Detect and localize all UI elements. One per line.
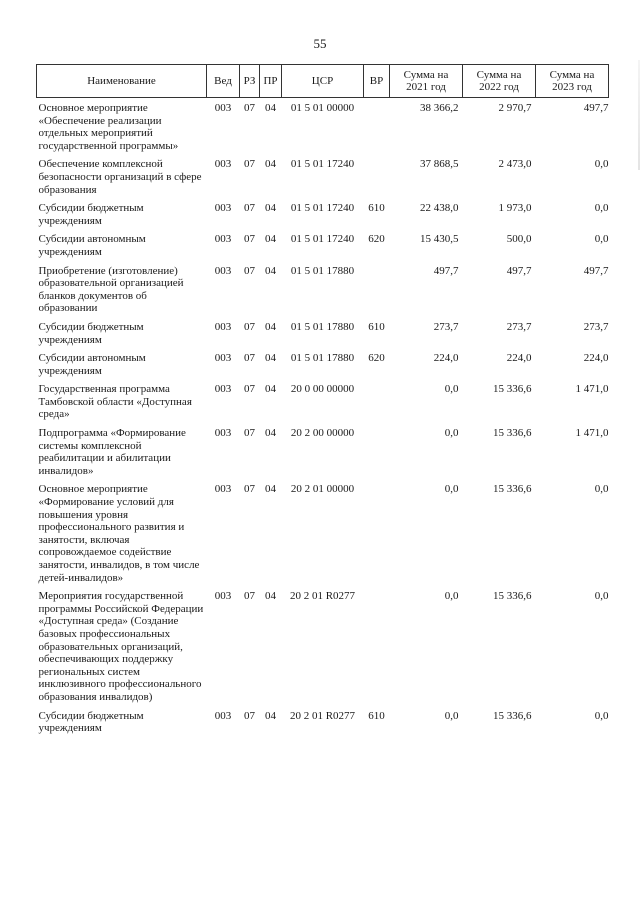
row-sum-2022: 224,0 <box>506 352 532 365</box>
row-ved: 003 <box>214 352 232 365</box>
row-vr <box>364 261 390 317</box>
row-vr: 620 <box>368 233 385 246</box>
row-pr: 04 <box>265 709 276 722</box>
header-ved: Вед <box>207 65 240 98</box>
row-vr: 610 <box>368 320 385 333</box>
row-name: Основное мероприятие «Формирование условий для повышения уровня профессионального развития и занятости, включая сопровождаемое содействие занятости, инвалидов, в том числе детей-инвалидов» <box>38 483 200 584</box>
row-rz: 07 <box>244 709 255 722</box>
row-sum-2022: 15 336,6 <box>493 383 532 396</box>
row-pr: 04 <box>265 102 276 114</box>
row-sum-2022: 15 336,6 <box>493 590 532 603</box>
header-sum-2022: Сумма на 2022 год <box>463 65 536 98</box>
row-sum-2022: 2 473,0 <box>498 158 532 171</box>
row-sum-2022: 15 336,6 <box>493 427 532 440</box>
row-sum-2022: 500,0 <box>506 233 532 246</box>
row-sum-2023: 497,7 <box>583 102 609 114</box>
row-sum-2021: 497,7 <box>433 264 459 277</box>
row-csr: 20 2 01 00000 <box>290 483 355 496</box>
row-sum-2023: 0,0 <box>594 158 609 171</box>
table-row <box>37 229 609 260</box>
row-sum-2021: 273,7 <box>433 320 459 333</box>
row-csr: 01 5 01 17880 <box>290 264 355 277</box>
row-rz: 07 <box>244 383 255 396</box>
row-sum-2021: 0,0 <box>444 590 459 603</box>
row-name: Основное мероприятие «Обеспечение реализации отдельных мероприятий государственной программы» <box>38 102 179 152</box>
header-csr: ЦСР <box>282 65 364 98</box>
row-csr: 20 2 00 00000 <box>290 427 355 440</box>
row-pr: 04 <box>265 352 276 365</box>
row-name: Мероприятия государственной программы Российской Федерации «Доступная среда» (Создание базовых профессиональных образовательных организаций, обеспечивающих поддержку региональных систем инклюзивного профессионального образования инвалидов) <box>38 590 204 703</box>
row-name: Субсидии бюджетным учреждениям <box>38 320 144 346</box>
row-pr: 04 <box>265 427 276 440</box>
row-sum-2021: 37 868,5 <box>420 158 459 171</box>
row-sum-2023: 0,0 <box>594 202 609 215</box>
row-csr: 20 2 01 R0277 <box>289 709 356 722</box>
row-csr: 01 5 01 17240 <box>290 233 355 246</box>
row-pr: 04 <box>265 264 276 277</box>
row-pr: 04 <box>265 483 276 496</box>
table-row <box>37 379 609 423</box>
row-vr <box>364 586 390 705</box>
row-sum-2023: 224,0 <box>583 352 609 365</box>
row-name: Обеспечение комплексной безопасности организаций в сфере образования <box>38 158 202 196</box>
row-vr: 610 <box>368 202 385 215</box>
row-rz: 07 <box>244 102 255 114</box>
row-sum-2021: 22 438,0 <box>420 202 459 215</box>
row-ved: 003 <box>214 158 232 171</box>
row-ved: 003 <box>214 427 232 440</box>
table-body <box>37 98 609 737</box>
table-header <box>37 65 609 98</box>
row-pr: 04 <box>265 590 276 603</box>
row-pr: 04 <box>265 320 276 333</box>
row-rz: 07 <box>244 590 255 603</box>
row-sum-2023: 497,7 <box>583 264 609 277</box>
row-sum-2022: 1 973,0 <box>498 202 532 215</box>
table-row <box>37 98 609 155</box>
row-ved: 003 <box>214 264 232 277</box>
row-csr: 20 0 00 00000 <box>290 383 355 396</box>
row-sum-2023: 1 471,0 <box>575 427 609 440</box>
row-ved: 003 <box>214 483 232 496</box>
row-name: Субсидии автономным учреждениям <box>38 352 146 377</box>
row-rz: 07 <box>244 483 255 496</box>
row-pr: 04 <box>265 202 276 215</box>
budget-table <box>36 64 609 737</box>
row-rz: 07 <box>244 320 255 333</box>
row-ved: 003 <box>214 202 232 215</box>
row-vr: 610 <box>368 709 385 722</box>
row-sum-2021: 38 366,2 <box>420 102 459 114</box>
row-vr <box>364 379 390 423</box>
header-rz: РЗ <box>240 65 260 98</box>
row-ved: 003 <box>214 709 232 722</box>
row-ved: 003 <box>214 383 232 396</box>
row-sum-2023: 273,7 <box>583 320 609 333</box>
row-sum-2021: 15 430,5 <box>420 233 459 246</box>
row-csr: 01 5 01 17880 <box>290 320 355 333</box>
row-rz: 07 <box>244 427 255 440</box>
row-vr: 620 <box>368 352 385 365</box>
row-csr: 01 5 01 17240 <box>290 158 355 171</box>
row-csr: 01 5 01 17240 <box>290 202 355 215</box>
row-sum-2021: 0,0 <box>444 383 459 396</box>
table-row <box>37 154 609 198</box>
row-rz: 07 <box>244 233 255 246</box>
header-pr: ПР <box>260 65 282 98</box>
row-sum-2023: 0,0 <box>594 233 609 246</box>
row-rz: 07 <box>244 158 255 171</box>
table-row <box>37 706 609 737</box>
row-sum-2021: 224,0 <box>433 352 459 365</box>
row-csr: 20 2 01 R0277 <box>289 590 356 603</box>
row-csr: 01 5 01 17880 <box>290 352 355 365</box>
row-ved: 003 <box>214 233 232 246</box>
page-number: 55 <box>313 36 327 51</box>
row-sum-2023: 1 471,0 <box>575 383 609 396</box>
row-sum-2021: 0,0 <box>444 709 459 722</box>
header-vr: ВР <box>364 65 390 98</box>
row-vr <box>364 479 390 586</box>
row-name: Приобретение (изготовление) образовательной организацией бланков документов об образовании <box>38 264 184 315</box>
table-row <box>37 479 609 586</box>
row-rz: 07 <box>244 352 255 365</box>
row-vr <box>364 423 390 479</box>
row-ved: 003 <box>214 102 232 114</box>
row-sum-2021: 0,0 <box>444 427 459 440</box>
row-ved: 003 <box>214 320 232 333</box>
row-vr <box>364 98 390 155</box>
table-row <box>37 198 609 229</box>
row-sum-2023: 0,0 <box>594 709 609 722</box>
row-rz: 07 <box>244 202 255 215</box>
row-sum-2022: 2 970,7 <box>498 102 532 114</box>
row-pr: 04 <box>265 158 276 171</box>
table-row <box>37 261 609 317</box>
row-sum-2022: 273,7 <box>506 320 532 333</box>
row-ved: 003 <box>214 590 232 603</box>
row-name: Субсидии бюджетным учреждениям <box>38 202 144 227</box>
row-name: Субсидии автономным учреждениям <box>38 233 146 258</box>
row-pr: 04 <box>265 383 276 396</box>
row-pr: 04 <box>265 233 276 246</box>
row-sum-2022: 15 336,6 <box>493 709 532 722</box>
row-name: Субсидии бюджетным учреждениям <box>38 709 144 735</box>
row-vr <box>364 154 390 198</box>
row-rz: 07 <box>244 264 255 277</box>
row-sum-2021: 0,0 <box>444 483 459 496</box>
table-row <box>37 586 609 705</box>
row-sum-2022: 15 336,6 <box>493 483 532 496</box>
row-csr: 01 5 01 00000 <box>290 102 355 114</box>
table-row <box>37 348 609 379</box>
row-sum-2023: 0,0 <box>594 590 609 603</box>
table-row <box>37 423 609 479</box>
header-sum-2021: Сумма на 2021 год <box>390 65 463 98</box>
table-row <box>37 317 609 348</box>
row-name: Государственная программа Тамбовской области «Доступная среда» <box>38 383 192 421</box>
header-sum-2023: Сумма на 2023 год <box>536 65 609 98</box>
header-name: Наименование <box>37 65 207 98</box>
row-sum-2023: 0,0 <box>594 483 609 496</box>
row-sum-2022: 497,7 <box>506 264 532 277</box>
row-name: Подпрограмма «Формирование системы комплексной реабилитации и абилитации инвалидов» <box>38 427 186 477</box>
